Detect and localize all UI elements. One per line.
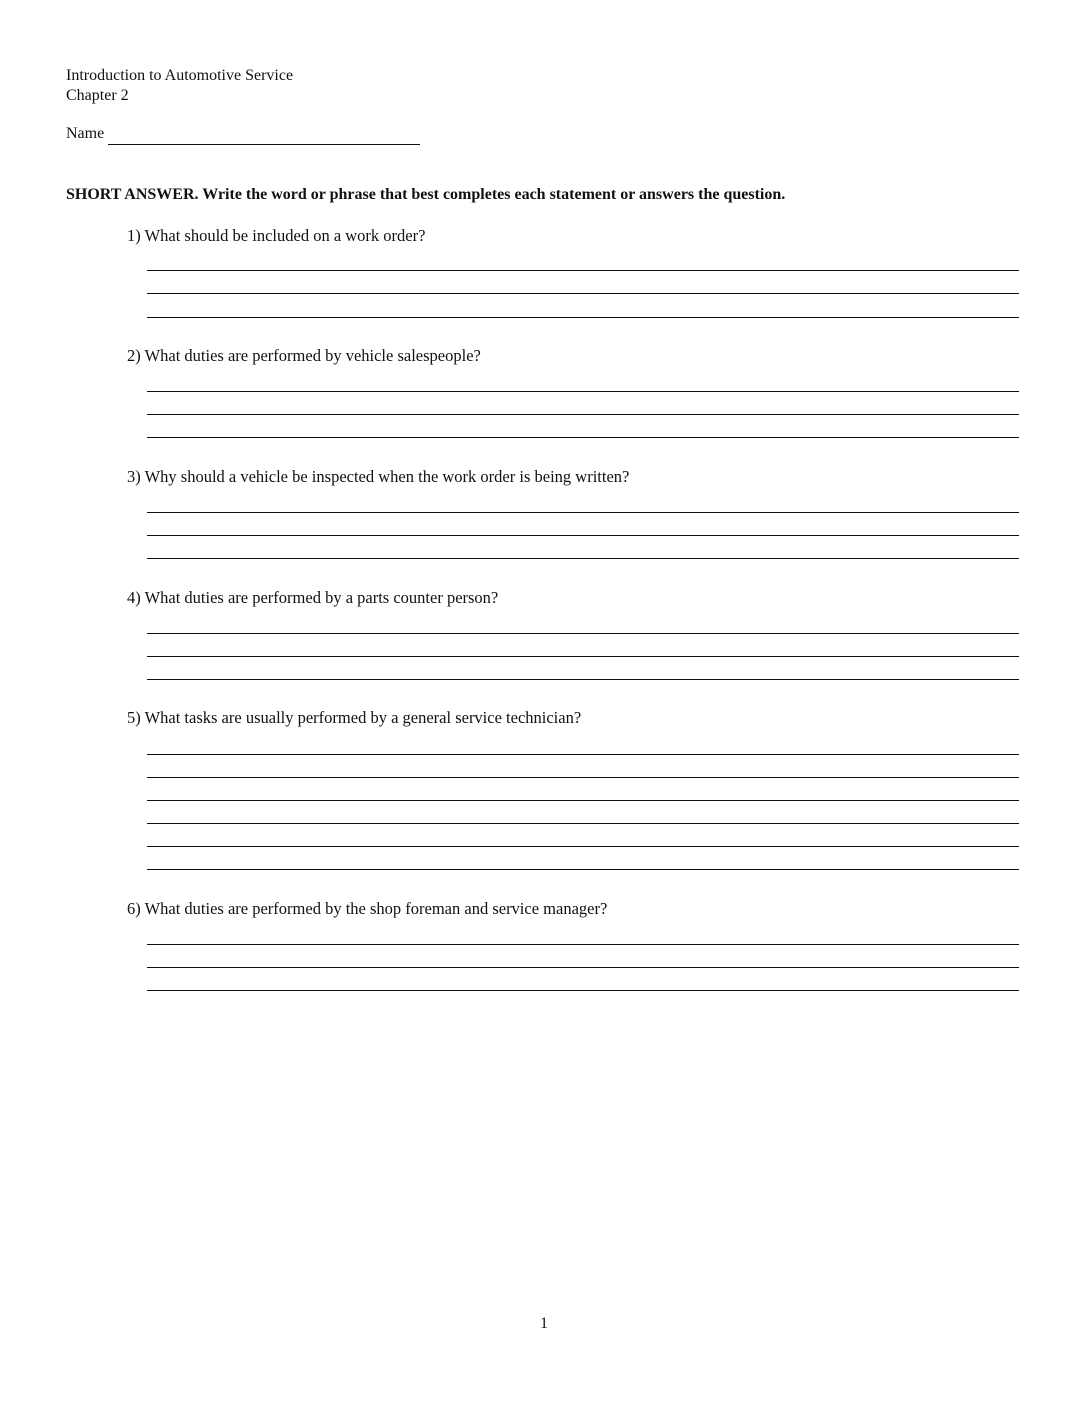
page-number: 1 [540, 1315, 548, 1332]
answer-line[interactable] [147, 656, 1019, 657]
answer-line[interactable] [147, 633, 1019, 634]
answer-line[interactable] [147, 512, 1019, 513]
answer-line[interactable] [147, 558, 1019, 559]
answer-line[interactable] [147, 777, 1019, 778]
answer-line[interactable] [147, 800, 1019, 801]
question-4: 4) What duties are performed by a parts counter person? [127, 588, 499, 607]
answer-line[interactable] [147, 944, 1019, 945]
chapter-label: Chapter 2 [66, 87, 129, 104]
answer-line[interactable] [147, 270, 1019, 271]
question-2: 2) What duties are performed by vehicle salespeople? [127, 346, 481, 365]
answer-line[interactable] [147, 535, 1019, 536]
answer-line[interactable] [147, 437, 1019, 438]
answer-line[interactable] [147, 679, 1019, 680]
answer-line[interactable] [147, 754, 1019, 755]
question-5: 5) What tasks are usually performed by a general service technician? [127, 708, 582, 727]
course-title: Introduction to Automotive Service [66, 67, 294, 84]
name-field[interactable] [108, 144, 420, 145]
answer-line[interactable] [147, 317, 1019, 318]
answer-line[interactable] [147, 414, 1019, 415]
answer-line[interactable] [147, 846, 1019, 847]
answer-line[interactable] [147, 293, 1019, 294]
answer-line[interactable] [147, 869, 1019, 870]
instructions: SHORT ANSWER. Write the word or phrase that best completes each statement or answers the question. [66, 186, 786, 203]
question-3: 3) Why should a vehicle be inspected when the work order is being written? [127, 467, 630, 486]
question-1: 1) What should be included on a work order? [127, 226, 426, 245]
question-6: 6) What duties are performed by the shop foreman and service manager? [127, 899, 608, 918]
answer-line[interactable] [147, 967, 1019, 968]
answer-line[interactable] [147, 391, 1019, 392]
answer-line[interactable] [147, 823, 1019, 824]
answer-line[interactable] [147, 990, 1019, 991]
name-label: Name [66, 125, 105, 142]
